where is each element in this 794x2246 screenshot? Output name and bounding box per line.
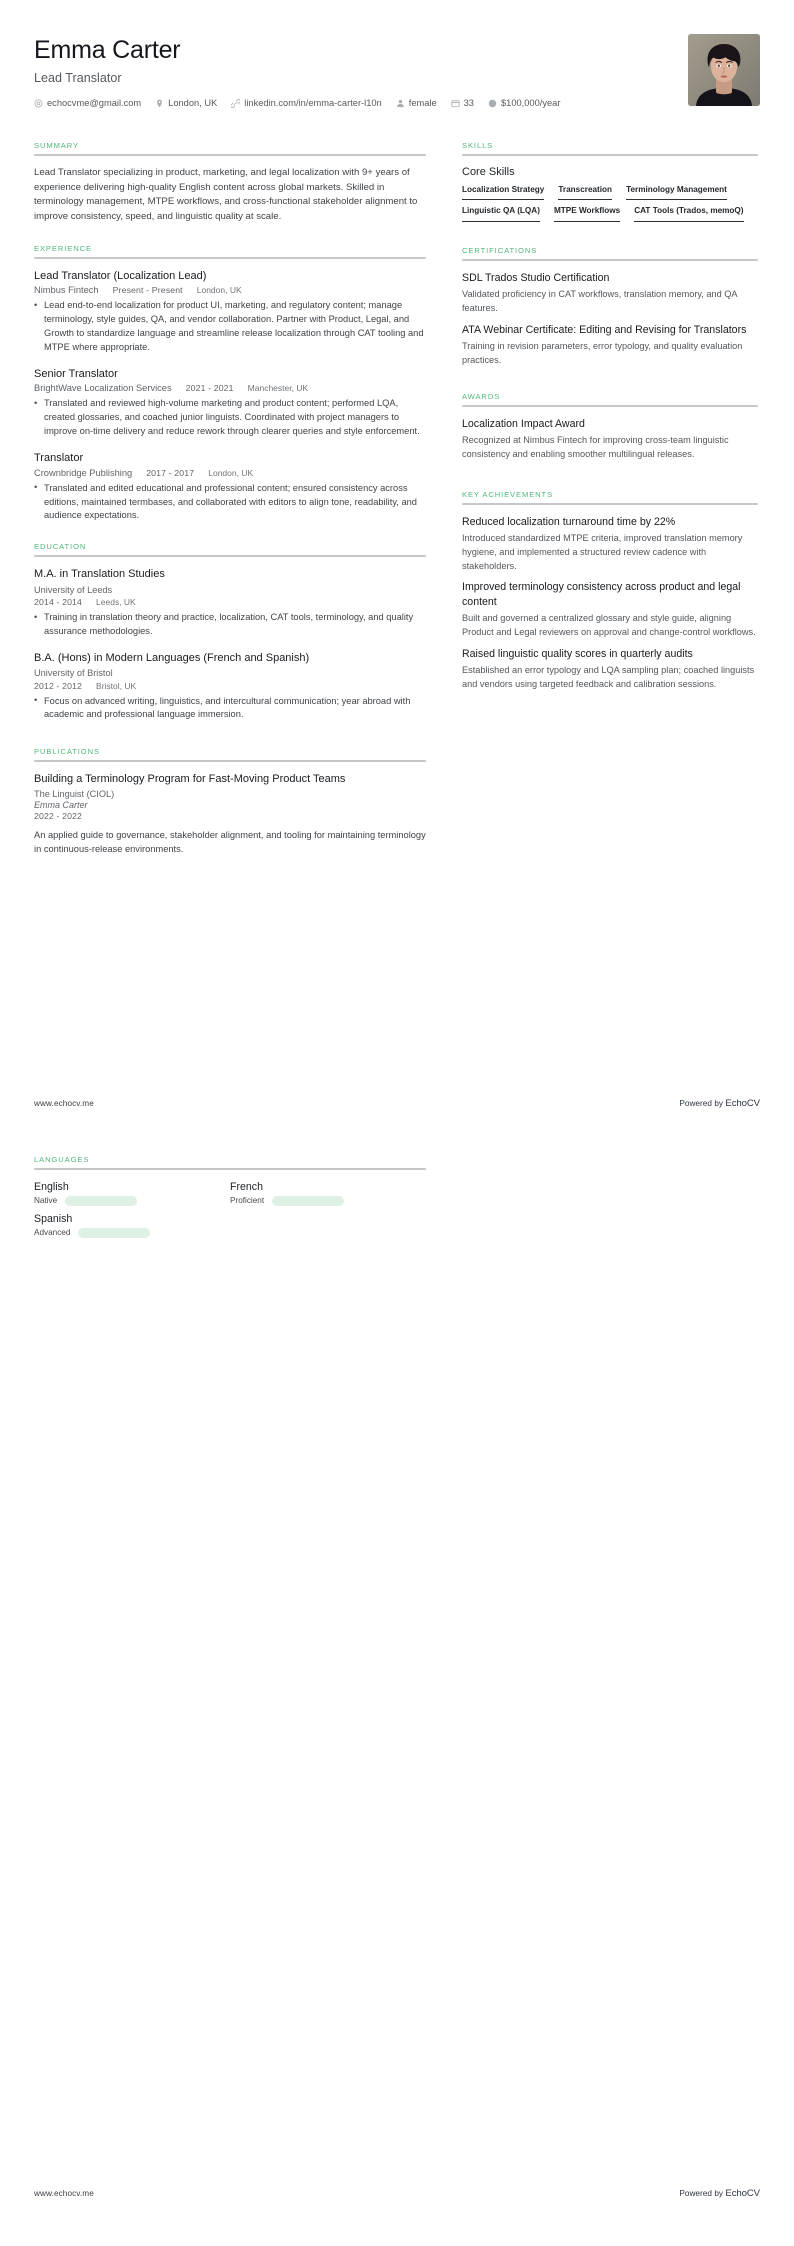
certification-title: ATA Webinar Certificate: Editing and Revising for Translators	[462, 323, 747, 336]
experience-meta	[34, 383, 426, 393]
skill-item: Localization Strategy	[462, 185, 544, 201]
achievement-description: Built and governed a centralized glossary and style guide, aligning Product and Legal reviewers on approval and change-control workflows.	[462, 612, 756, 637]
list-item: • Translated and reviewed high-volume marketing and product content; performed LQA, created glossaries, and coached junior linguists. Coordinated with project managers to improve on-time delivery and reduce rework through clearer queries and style enforcement.	[34, 397, 426, 439]
footer-powered-prefix: Powered by	[679, 1099, 726, 1108]
section-heading-experience: EXPERIENCE	[34, 244, 92, 254]
education-bullets	[34, 695, 426, 723]
section-divider	[34, 1168, 426, 1170]
section-certifications	[462, 246, 758, 368]
languages-list	[34, 1180, 426, 1238]
education-degree: M.A. in Translation Studies	[34, 568, 165, 581]
section-experience	[34, 244, 426, 523]
achievement-entry	[462, 515, 758, 574]
footer-url[interactable]: www.echocv.me	[34, 2189, 94, 2198]
section-divider	[462, 154, 758, 156]
education-location: Leeds, UK	[96, 597, 136, 608]
section-summary	[34, 141, 426, 225]
certification-entry	[462, 271, 758, 316]
experience-title: Senior Translator	[34, 368, 118, 381]
skill-item: MTPE Workflows	[554, 206, 620, 222]
award-title: Localization Impact Award	[462, 417, 585, 430]
experience-bullets	[34, 397, 426, 439]
footer-brand: EchoCV	[725, 1098, 760, 1109]
publication-description: An applied guide to governance, stakeholder alignment, and tooling for maintaining terminology in continuous-release environments.	[34, 829, 426, 854]
language-item	[34, 1180, 230, 1206]
education-location: Bristol, UK	[96, 680, 137, 691]
language-progress-bar	[65, 1196, 137, 1206]
footer-powered-prefix: Powered by	[679, 2189, 726, 2198]
location-pin-icon	[155, 99, 164, 108]
page-footer-top	[34, 1098, 760, 1109]
contact-linkedin[interactable]	[231, 97, 381, 111]
experience-location: Manchester, UK	[247, 383, 309, 394]
achievement-entry	[462, 647, 758, 692]
list-item: • Lead end-to-end localization for product UI, marketing, and regulatory content; manage terminology, style guides, QA, and vendor collaboration. Partner with Product, Legal, and Growth to standardize language and streamline release localization through CAT tooling and MTPE where appropriate.	[34, 299, 426, 355]
award-description: Recognized at Nimbus Fintech for improving cross-team linguistic consistency and enabling smoother multilingual releases.	[462, 435, 729, 459]
language-level: Advanced	[34, 1228, 71, 1238]
list-item: • Training in translation theory and practice, localization, CAT tools, terminology, and quality assurance methodologies.	[34, 611, 426, 639]
publication-title: Building a Terminology Program for Fast-Moving Product Teams	[34, 773, 346, 786]
skill-item: Transcreation	[558, 185, 612, 201]
publication-dates: 2022 - 2022	[34, 810, 83, 821]
education-dates: 2014 - 2014	[34, 597, 83, 608]
language-level: Proficient	[230, 1196, 265, 1206]
experience-location: London, UK	[196, 285, 242, 296]
person-icon	[396, 99, 405, 108]
experience-entry	[34, 451, 426, 523]
email-icon	[34, 99, 43, 108]
skill-item: Terminology Management	[626, 185, 727, 201]
calendar-icon	[451, 99, 460, 108]
section-divider	[462, 259, 758, 261]
resume-sheet	[0, 0, 794, 876]
education-dates: 2012 - 2012	[34, 680, 83, 691]
certification-title: SDL Trados Studio Certification	[462, 272, 610, 284]
achievement-title: Improved terminology consistency across product and legal content	[462, 581, 741, 608]
section-heading-education: EDUCATION	[34, 542, 87, 552]
contact-email[interactable]	[34, 97, 141, 111]
left-column	[34, 141, 426, 876]
education-entry	[34, 567, 426, 639]
education-school: University of Leeds	[34, 584, 113, 595]
language-name: Spanish	[34, 1212, 73, 1225]
section-awards	[462, 392, 758, 462]
achievement-entry	[462, 580, 758, 639]
page-footer-bottom	[34, 2188, 760, 2199]
section-heading-awards: AWARDS	[462, 391, 501, 401]
footer-powered-by	[679, 2188, 760, 2199]
contact-age	[451, 97, 474, 111]
experience-dates: Present - Present	[112, 285, 183, 296]
publication-entry	[34, 772, 426, 856]
language-level-row	[34, 1228, 230, 1238]
achievement-title: Raised linguistic quality scores in quarterly audits	[462, 647, 693, 660]
publication-authors: Emma Carter	[34, 799, 88, 810]
section-publications	[34, 747, 426, 856]
language-level: Native	[34, 1196, 58, 1206]
education-bullets	[34, 611, 426, 639]
education-school: University of Bristol	[34, 668, 113, 679]
section-heading-certifications: CERTIFICATIONS	[462, 246, 538, 255]
page-title: Emma Carter	[34, 36, 181, 64]
contact-gender	[396, 97, 437, 111]
section-heading-summary: SUMMARY	[34, 140, 79, 150]
contact-salary	[488, 97, 560, 111]
achievement-description: Introduced standardized MTPE criteria, improved translation memory hygiene, and implemented a structured review cadence with stakeholders.	[462, 532, 743, 571]
experience-bullets	[34, 299, 426, 355]
language-level-row	[34, 1196, 230, 1206]
skills-group-title: Core Skills	[462, 165, 515, 178]
experience-dates: 2021 - 2021	[185, 383, 234, 394]
certification-entry	[462, 323, 758, 368]
footer-url[interactable]: www.echocv.me	[34, 1099, 94, 1108]
experience-org: Nimbus Fintech	[34, 285, 99, 296]
achievement-title: Reduced localization turnaround time by 22%	[462, 515, 676, 528]
section-divider	[34, 154, 426, 156]
section-heading-skills: SKILLS	[462, 140, 494, 150]
award-entry	[462, 417, 758, 462]
language-item	[34, 1212, 230, 1238]
summary-text: Lead Translator specializing in product, marketing, and legal localization with 9+ years of experience delivering high-quality English content across global markets. Skilled in terminology management, MTPE workflows, and cross-functional stakeholder alignment to improve consistency, speed, and linguistic quality at scale.	[34, 166, 418, 223]
contact-salary-text: $100,000/year	[500, 97, 561, 108]
section-key-achievements	[462, 490, 758, 692]
header-text-block	[34, 34, 672, 111]
language-name: French	[230, 1181, 263, 1193]
contact-age-text: 33	[463, 97, 474, 108]
contact-email-text: echocvme@gmail.com	[47, 97, 142, 108]
section-divider	[462, 405, 758, 407]
section-divider	[462, 503, 758, 505]
language-item	[230, 1180, 426, 1206]
publication-journal: The Linguist (CIOL)	[34, 788, 115, 799]
experience-dates: 2017 - 2017	[146, 467, 195, 478]
achievement-description: Established an error typology and LQA sampling plan; coached linguists and vendors using targeted feedback and calibration sessions.	[462, 664, 755, 689]
contact-gender-text: female	[408, 97, 437, 108]
section-heading-publications: PUBLICATIONS	[34, 747, 100, 757]
section-divider	[34, 760, 426, 762]
contact-row	[34, 97, 564, 111]
contact-linkedin-text: linkedin.com/in/emma-carter-l10n	[244, 97, 382, 108]
experience-meta	[34, 468, 426, 478]
list-item: • Focus on advanced writing, linguistics, and intercultural communication; year abroad with academic and professional language immersion.	[34, 695, 426, 723]
link-icon	[231, 99, 240, 108]
contact-location-text: London, UK	[168, 97, 218, 108]
education-degree: B.A. (Hons) in Modern Languages (French and Spanish)	[34, 651, 310, 664]
resume-header	[34, 34, 760, 111]
section-divider	[34, 257, 426, 259]
education-entry	[34, 651, 426, 723]
language-level-row	[230, 1196, 426, 1206]
education-meta	[34, 597, 426, 607]
footer-powered-by	[679, 1098, 760, 1109]
job-title: Lead Translator	[34, 70, 122, 85]
language-name: English	[34, 1181, 69, 1193]
experience-bullets	[34, 482, 426, 524]
section-languages	[34, 1155, 426, 1238]
experience-location: London, UK	[208, 467, 254, 478]
section-skills	[462, 141, 758, 222]
experience-org: BrightWave Localization Services	[34, 383, 172, 394]
skill-item: CAT Tools (Trados, memoQ)	[634, 206, 743, 222]
language-progress-bar	[78, 1228, 150, 1238]
section-education	[34, 542, 426, 722]
list-item: • Translated and edited educational and professional content; ensured consistency across editions, maintained termbases, and collaborated with editors to align tone, readability, and audience expectations.	[34, 482, 426, 524]
experience-title: Translator	[34, 452, 84, 465]
avatar-image	[688, 34, 760, 106]
certification-description: Validated proficiency in CAT workflows, translation memory, and QA features.	[462, 289, 738, 314]
section-heading-key-achievements: KEY ACHIEVEMENTS	[462, 489, 554, 499]
avatar	[688, 34, 760, 106]
footer-brand: EchoCV	[725, 2188, 760, 2199]
experience-org: Crownbridge Publishing	[34, 467, 133, 478]
money-icon	[488, 99, 497, 108]
experience-meta	[34, 285, 426, 295]
experience-title: Lead Translator (Localization Lead)	[34, 270, 207, 283]
section-divider	[34, 555, 426, 557]
contact-location	[155, 97, 217, 111]
experience-entry	[34, 269, 426, 355]
language-progress-bar	[272, 1196, 344, 1206]
right-column	[462, 141, 758, 711]
experience-entry	[34, 367, 426, 439]
skills-list	[462, 185, 758, 222]
section-heading-languages: LANGUAGES	[34, 1155, 90, 1164]
resume-body	[34, 141, 760, 876]
education-meta	[34, 681, 426, 691]
certification-description: Training in revision parameters, error typology, and quality evaluation practices.	[462, 341, 743, 365]
skill-item: Linguistic QA (LQA)	[462, 206, 540, 222]
